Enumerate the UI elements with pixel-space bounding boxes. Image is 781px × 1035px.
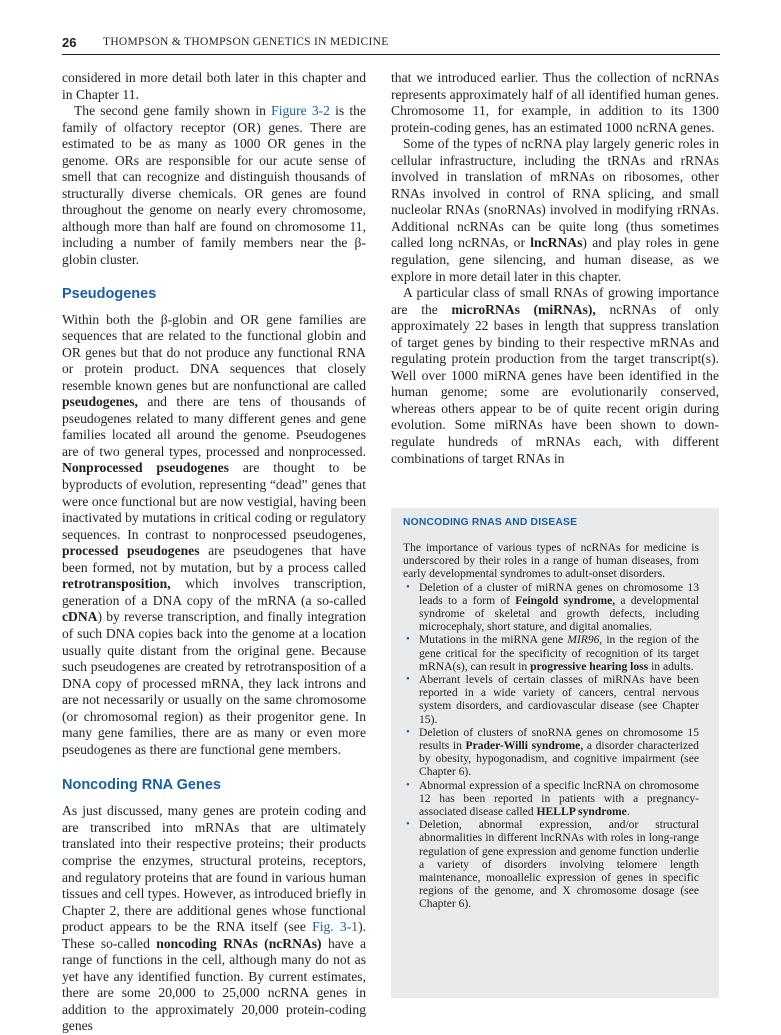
text: have a range of functions in the cell, although many do not as yet have any identified function. By current estimates, there are some 20,000 to 25,000 ncRNA genes in addition to the approximately 20,000 protein-coding genes [62,935,367,1034]
left-column [62,70,366,1035]
text: which involves transcription, generation of a DNA copy of the mRNA (a so-called [62,576,366,608]
term: pseudogenes, [62,394,138,410]
bullet-icon: • [406,725,410,738]
bullet-list [403,581,699,911]
box-body [403,541,699,911]
paragraph [62,70,366,103]
list-item [403,779,699,819]
figure-link[interactable]: Fig. 3-1 [312,919,359,935]
sidebar-box [391,508,719,998]
term: Prader-Willi syndrome, [465,739,584,753]
text: Some of the types of ncRNA play largely generic roles in cellular infrastructure, including the tRNAs and rRNAs involved in translation of mRNAs on ribosomes, other RNAs involved in control of RNA splicing, and small nucleolar RNAs (snoRNAs) involved in modifying rRNAs. Additional ncRNAs can be quite long (thus sometimes called long ncRNAs, or [391,136,719,251]
text: Abnormal expression of a specific lncRNA on chromosome 12 has been reported in patients with a pregnancy-associated disease called [419,778,699,819]
paragraph [391,136,719,285]
paragraph [62,103,366,268]
term: cDNA [62,609,98,625]
text: ) by reverse transcription, and finally integration of such DNA copies back into the genome at a location usually quite distant from the original gene. Because such pseudogenes are created by retrotransposition of a DNA copy of processed mRNA, they lack introns and are not necessarily or usually on the same chromosome (or chromosomal region) as their progenitor gene. In many gene families, there are as many or even more pseudogenes as there are functional gene members. [62,609,366,757]
section-heading: Pseudogenes [62,285,157,302]
term: retrotransposition, [62,576,171,592]
figure-link[interactable]: Figure 3-2 [271,103,330,119]
text: Within both the β-globin and OR gene families are sequences that are related to the functional globin and OR genes but that do not produce any functional RNA or protein product. DNA sequences that closely resemble known genes but are nonfunctional are called [62,311,366,393]
term: microRNAs (miRNAs), [451,301,596,317]
list-item [403,818,699,910]
list-item [403,633,699,673]
box-intro: The importance of various types of ncRNAs for medicine is underscored by their roles in a range of human diseases, from early developmental syndromes to adult-onset disorders. [403,541,699,581]
text: a developmental syndrome of skeletal and growth defects, including microcephaly, short stature, and digital anomalies. [419,593,700,634]
text: Deletion of clusters of snoRNA genes on chromosome 15 results in [419,725,699,753]
text: and there are tens of thousands of pseudogenes related to many different genes and gene families located all around the genome. Pseudogenes are of two general types, processed and nonprocessed. [62,394,366,459]
text: Deletion of a cluster of miRNA genes on chromosome 13 leads to a form of [419,580,699,607]
term: processed pseudogenes [62,543,200,559]
list-item [403,673,699,726]
text: are thought to be byproducts of evolution, representing “dead” genes that were once functional but are now vestigial, having been inactivated by mutations in critical coding or regulatory sequences. In contrast to nonprocessed pseudogenes, [62,460,366,542]
text: ) and play roles in gene regulation, gene silencing, and human disease, as we explore in more detail later in this chapter. [391,235,719,284]
term: lncRNAs [530,235,583,251]
text: ncRNAs of only approximately 22 bases in length that suppress translation of target genes by binding to their respective mRNAs and regulating protein production from the target transcript(s). Well over 1000 miRNA genes have been identified in the human genome; some are evolutionarily conserved, whereas others appear to be of quite recent origin during evolution. Some miRNAs have been shown to down-regulate hundreds of mRNAs each, with different combinations of target RNAs in [391,301,720,466]
text: Deletion, abnormal expression, and/or structural abnormalities in different lncRNAs with roles in long-range regulation of gene expression and genome function underlie a variety of disorders involving telomere length maintenance, monoallelic expression of genes in specific regions of the genome, and X chromosome dosage (see Chapter 6). [419,818,699,911]
page-number: 26 [62,35,77,50]
right-column [391,70,719,467]
text: is the family of olfactory receptor (OR) genes. There are estimated to be as many as 1000 OR genes in the genome. ORs are responsible for our acute sense of smell that can recognize and distinguish thousands of structurally diverse chemicals. OR genes are found throughout the genome on nearly every chromosome, although more than half are found on chromosome 11, including a number of family members near the β-globin cluster. [62,103,366,268]
text: in adults. [648,659,694,673]
gene-name: MIR96 [567,633,600,647]
text: The second gene family shown in [74,103,272,119]
text: a disorder characterized by obesity, hypogonadism, and cognitive impairment (see Chapter 6). [419,739,699,779]
text: , in the region of the gene critical for the specificity of recognition of its target mRNA(s), can result in [419,633,699,673]
bullet-icon: • [406,818,410,831]
paragraph [391,70,719,136]
running-head-title: THOMPSON & THOMPSON GENETICS IN MEDICINE [103,36,389,48]
bullet-icon: • [406,673,410,686]
list-item [403,581,699,634]
paragraph [391,285,719,467]
term: noncoding RNAs (ncRNAs) [156,935,322,951]
term: Nonprocessed pseudogenes [62,460,229,476]
text: ). These so-called [62,919,366,951]
text: As just discussed, many genes are protein coding and are transcribed into mRNAs that are ultimately translated into their respective proteins; their products comprise the enzymes, structural proteins, receptors, and regulatory proteins that are found in various human tissues and cell types. However, as introduced briefly in Chapter 2, there are additional genes whose functional product appears to be the RNA itself (see [62,803,366,935]
term: HELLP syndrome [536,805,627,819]
text: A particular class of small RNAs of growing importance are the [391,285,719,317]
text: considered in more detail both later in this chapter and in Chapter 11. [62,70,366,102]
paragraph [62,312,366,759]
paragraph [62,803,366,1035]
text: that we introduced earlier. Thus the collection of ncRNAs represents approximately half of all identified human genes. Chromosome 11, for example, in addition to its 1300 protein-coding genes, has an estimated 1000 ncRNA genes. [391,70,719,135]
bullet-icon: • [406,633,410,646]
text: . [626,805,630,819]
text: are pseudogenes that have been formed, not by mutation, but by a process called [62,543,366,575]
box-title: NONCODING RNAS AND DISEASE [403,517,578,528]
list-item [403,726,699,779]
text: Aberrant levels of certain classes of miRNAs have been reported in a wide variety of cancers, central nervous system disorders, and cardiovascular disease (see Chapter 15). [419,673,699,726]
section-heading: Noncoding RNA Genes [62,777,221,794]
term: progressive hearing loss [530,659,649,673]
bullet-icon: • [406,580,410,593]
bullet-icon: • [406,778,410,791]
running-header [62,32,720,55]
term: Feingold syndrome, [515,593,616,607]
text: Mutations in the miRNA gene [419,633,568,647]
